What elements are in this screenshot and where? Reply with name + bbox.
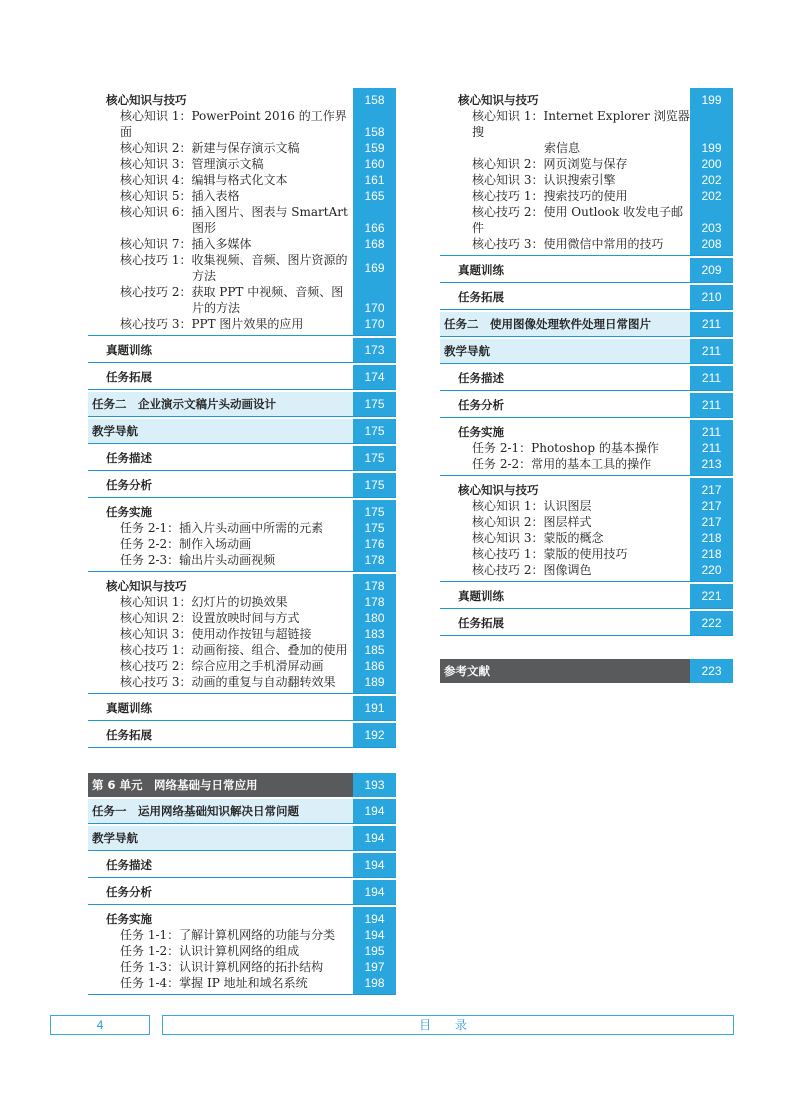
toc-entry[interactable]: 核心知识 3：蒙版的概念 218 [440, 530, 733, 546]
page-number: 175 [353, 520, 396, 536]
page-number: 175 [353, 473, 396, 497]
toc-entry-heading[interactable]: 核心知识与技巧 199 [440, 88, 733, 108]
page-number: 168 [353, 236, 396, 252]
toc-entry-heading[interactable]: 任务描述 175 [88, 446, 396, 470]
toc-teaching-nav [88, 419, 396, 444]
page-number: 161 [353, 172, 396, 188]
page-number: 199 [690, 88, 733, 108]
toc-entry[interactable]: 核心知识 1：Internet Explorer 浏览器搜 索信息 199 [440, 108, 733, 156]
toc-group-description [88, 853, 396, 878]
toc-entry-heading[interactable]: 任务分析 175 [88, 473, 396, 497]
page-number: 209 [690, 258, 733, 282]
toc-entry-heading[interactable]: 任务实施 194 [88, 907, 396, 927]
page-number: 211 [690, 393, 733, 417]
page-number: 174 [353, 365, 396, 389]
toc-group-core-knowledge [88, 574, 396, 694]
toc-entry[interactable]: 核心技巧 1：搜索技巧的使用 202 [440, 188, 733, 204]
toc-entry[interactable]: 核心技巧 2：图像调色 220 [440, 562, 733, 581]
toc-entry-task[interactable]: 教学导航 175 [88, 419, 396, 443]
page-number: 191 [353, 696, 396, 720]
toc-group-core-knowledge [88, 88, 396, 336]
toc-group-core-knowledge [440, 88, 733, 256]
toc-entry-task[interactable]: 任务二 使用图像处理软件处理日常图片 211 [440, 312, 733, 336]
toc-entry-heading[interactable]: 核心知识与技巧 158 [88, 88, 396, 108]
toc-entry-heading[interactable]: 真题训练 191 [88, 696, 396, 720]
page-number: 158 [353, 88, 396, 108]
toc-group-implementation [88, 500, 396, 572]
toc-entry-task[interactable]: 任务二 企业演示文稿片头动画设计 175 [88, 392, 396, 416]
toc-group-core-knowledge [440, 478, 733, 582]
page-number: 194 [353, 853, 396, 877]
page-number: 195 [353, 943, 396, 959]
page-number: 197 [353, 959, 396, 975]
toc-teaching-nav [440, 339, 733, 364]
toc-entry[interactable]: 核心技巧 1：蒙版的使用技巧 218 [440, 546, 733, 562]
toc-group-implementation [88, 907, 396, 995]
toc-entry-unit[interactable]: 第 6 单元 网络基础与日常应用 193 [88, 773, 396, 797]
toc-entry[interactable]: 核心知识 3：使用动作按钮与超链接 183 [88, 626, 396, 642]
toc-group-extension [88, 723, 396, 748]
page-number: 211 [690, 440, 733, 456]
page-number: 210 [690, 285, 733, 309]
toc-entry[interactable]: 核心技巧 1：收集视频、音频、图片资源的 方法 169 [88, 252, 396, 284]
page-number: 193 [353, 773, 396, 797]
page-number: 194 [353, 880, 396, 904]
toc-entry-heading[interactable]: 核心知识与技巧 178 [88, 574, 396, 594]
page-number: 194 [353, 927, 396, 943]
page-number: 170 [353, 284, 396, 316]
toc-entry-heading[interactable]: 真题训练 221 [440, 584, 733, 608]
page-number: 223 [690, 659, 733, 683]
toc-entry-heading[interactable]: 任务实施 175 [88, 500, 396, 520]
page-number: 185 [353, 642, 396, 658]
page-number: 186 [353, 658, 396, 674]
toc-entry[interactable]: 任务 2-1：插入片头动画中所需的元素 175 [88, 520, 396, 536]
page-number: 211 [690, 312, 733, 336]
page-number: 199 [690, 108, 733, 156]
toc-entry[interactable]: 核心知识 4：编辑与格式化文本 161 [88, 172, 396, 188]
toc-entry[interactable]: 核心知识 3：认识搜索引擎 202 [440, 172, 733, 188]
toc-entry-heading[interactable]: 任务拓展 192 [88, 723, 396, 747]
footer-page-number: 4 [50, 1015, 150, 1035]
toc-entry[interactable]: 核心知识 3：管理演示文稿 160 [88, 156, 396, 172]
toc-entry[interactable]: 核心知识 1：认识图层 217 [440, 498, 733, 514]
toc-entry[interactable]: 核心知识 5：插入表格 165 [88, 188, 396, 204]
page-number: 166 [353, 204, 396, 236]
toc-entry[interactable]: 任务 2-1：Photoshop 的基本操作 211 [440, 440, 733, 456]
toc-group-exercise [440, 584, 733, 609]
toc-entry[interactable]: 核心知识 6：插入图片、图表与 SmartArt 图形 166 [88, 204, 396, 236]
toc-entry[interactable]: 核心技巧 3：PPT 图片效果的应用 170 [88, 316, 396, 335]
page-number: 192 [353, 723, 396, 747]
toc-group-description [88, 446, 396, 471]
toc-entry[interactable]: 核心知识 2：新建与保存演示文稿 159 [88, 140, 396, 156]
page-number: 178 [353, 594, 396, 610]
page-number: 220 [690, 562, 733, 581]
toc-entry-task[interactable]: 教学导航 194 [88, 826, 396, 850]
toc-entry-references[interactable]: 参考文献 223 [440, 659, 733, 683]
page-number: 183 [353, 626, 396, 642]
toc-right-column [440, 88, 733, 685]
toc-entry-heading[interactable]: 任务描述 194 [88, 853, 396, 877]
page-number: 217 [690, 498, 733, 514]
toc-entry[interactable]: 核心技巧 2：综合应用之手机滑屏动画 186 [88, 658, 396, 674]
page-number: 217 [690, 514, 733, 530]
toc-entry[interactable]: 任务 2-3：输出片头动画视频 178 [88, 552, 396, 571]
toc-entry[interactable]: 任务 1-4：掌握 IP 地址和域名系统 198 [88, 975, 396, 994]
page-number: 198 [353, 975, 396, 994]
toc-group-implementation [440, 420, 733, 476]
page-number: 194 [353, 826, 396, 850]
page-number: 211 [690, 339, 733, 363]
page-number: 160 [353, 156, 396, 172]
page-number: 176 [353, 536, 396, 552]
page-number: 159 [353, 140, 396, 156]
toc-entry-heading[interactable]: 真题训练 173 [88, 338, 396, 362]
toc-entry-heading[interactable]: 任务描述 211 [440, 366, 733, 390]
toc-group-exercise [88, 696, 396, 721]
toc-task-heading [88, 799, 396, 824]
toc-entry[interactable]: 核心技巧 2：获取 PPT 中视频、音频、图 片的方法 170 [88, 284, 396, 316]
page-footer [50, 1015, 734, 1035]
page-number: 203 [690, 204, 733, 236]
page-number: 169 [353, 252, 396, 284]
page-number: 217 [690, 478, 733, 498]
toc-group-extension [88, 365, 396, 390]
toc-entry-heading[interactable]: 任务分析 194 [88, 880, 396, 904]
page-number: 175 [353, 419, 396, 443]
toc-entry-heading[interactable]: 真题训练 209 [440, 258, 733, 282]
toc-entry[interactable]: 核心知识 7：插入多媒体 168 [88, 236, 396, 252]
toc-group-description [440, 366, 733, 391]
toc-entry[interactable]: 任务 1-1：了解计算机网络的功能与分类 194 [88, 927, 396, 943]
page-number: 202 [690, 172, 733, 188]
toc-entry[interactable]: 任务 1-2：认识计算机网络的组成 195 [88, 943, 396, 959]
toc-entry[interactable]: 核心技巧 3：动画的重复与自动翻转效果 189 [88, 674, 396, 693]
toc-entry-heading[interactable]: 任务分析 211 [440, 393, 733, 417]
footer-section-title: 目 录 [162, 1015, 734, 1035]
toc-group-analysis [440, 393, 733, 418]
page-number: 194 [353, 907, 396, 927]
page-number: 178 [353, 552, 396, 571]
page-number: 178 [353, 574, 396, 594]
toc-entry-heading[interactable]: 核心知识与技巧 217 [440, 478, 733, 498]
toc-entry[interactable]: 任务 2-2：常用的基本工具的操作 213 [440, 456, 733, 475]
page-number: 202 [690, 188, 733, 204]
toc-entry[interactable]: 任务 2-2：制作入场动画 176 [88, 536, 396, 552]
toc-references-heading [440, 659, 733, 683]
toc-entry[interactable]: 核心技巧 3：使用微信中常用的技巧 208 [440, 236, 733, 255]
toc-entry[interactable]: 核心知识 2：图层样式 217 [440, 514, 733, 530]
toc-group-analysis [88, 473, 396, 498]
toc-entry[interactable]: 核心知识 2：网页浏览与保存 200 [440, 156, 733, 172]
page-number: 158 [353, 108, 396, 140]
page-number: 218 [690, 530, 733, 546]
page-number: 200 [690, 156, 733, 172]
page-number: 194 [353, 799, 396, 823]
toc-entry[interactable]: 任务 1-3：认识计算机网络的拓扑结构 197 [88, 959, 396, 975]
page-number: 213 [690, 456, 733, 475]
page-number: 211 [690, 366, 733, 390]
toc-teaching-nav [88, 826, 396, 851]
page-number: 175 [353, 500, 396, 520]
toc-entry[interactable]: 核心知识 1：幻灯片的切换效果 178 [88, 594, 396, 610]
toc-group-analysis [88, 880, 396, 905]
page-number: 165 [353, 188, 396, 204]
page-number: 208 [690, 236, 733, 255]
page-number: 180 [353, 610, 396, 626]
toc-entry-heading[interactable]: 任务拓展 210 [440, 285, 733, 309]
toc-task-heading [440, 312, 733, 337]
page-number: 221 [690, 584, 733, 608]
toc-entry[interactable]: 核心知识 2：设置放映时间与方式 180 [88, 610, 396, 626]
toc-entry-heading[interactable]: 任务拓展 174 [88, 365, 396, 389]
page-number: 218 [690, 546, 733, 562]
toc-group-exercise [440, 258, 733, 283]
toc-entry[interactable]: 核心知识 1：PowerPoint 2016 的工作界面 158 [88, 108, 396, 140]
toc-entry[interactable]: 核心技巧 2：使用 Outlook 收发电子邮件 203 [440, 204, 733, 236]
toc-group-exercise [88, 338, 396, 363]
page-number: 189 [353, 674, 396, 693]
toc-left-column [88, 88, 396, 997]
page-number: 175 [353, 446, 396, 470]
toc-unit-heading [88, 773, 396, 797]
page-number: 222 [690, 611, 733, 635]
toc-task-heading [88, 392, 396, 417]
toc-entry-heading[interactable]: 任务实施 211 [440, 420, 733, 440]
toc-group-extension [440, 285, 733, 310]
toc-group-extension [440, 611, 733, 636]
page-number: 170 [353, 316, 396, 335]
page-number: 211 [690, 420, 733, 440]
toc-entry-task[interactable]: 教学导航 211 [440, 339, 733, 363]
toc-entry[interactable]: 核心技巧 1：动画衔接、组合、叠加的使用 185 [88, 642, 396, 658]
toc-entry-heading[interactable]: 任务拓展 222 [440, 611, 733, 635]
page-number: 175 [353, 392, 396, 416]
toc-entry-task[interactable]: 任务一 运用网络基础知识解决日常问题 194 [88, 799, 396, 823]
page-number: 173 [353, 338, 396, 362]
